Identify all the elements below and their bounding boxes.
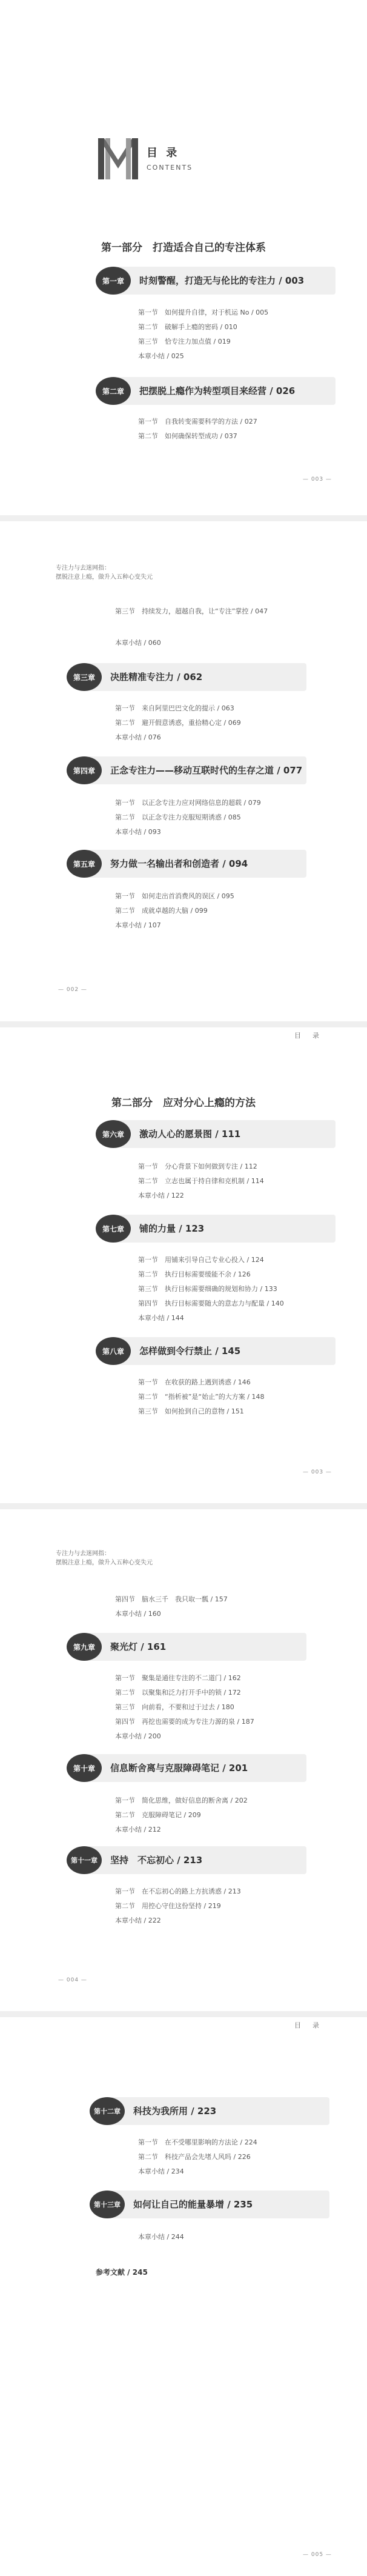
chapter-row[interactable] (90, 2097, 332, 2125)
section-entry[interactable]: 本章小结 / 212 (115, 1826, 161, 1834)
section-entry[interactable]: 本章小结 / 107 (115, 921, 161, 929)
running-header-line: 专注力与去迷网指： (56, 565, 110, 572)
section-entry[interactable]: 第二节 避开假意诱惑，重拾精心定 / 069 (115, 719, 241, 727)
chapter-row[interactable] (96, 1215, 338, 1243)
running-header-line: 摆脱注意上瘾，做升入五种心变失元 (56, 1560, 153, 1566)
chapter-title[interactable]: 聚光灯 / 161 (110, 1641, 167, 1652)
page-number: — 004 — (58, 1977, 87, 1983)
chapter-badge: 第一章 (96, 267, 131, 295)
page-divider (0, 2011, 367, 2017)
section-entry[interactable]: 第一节 如何走出首消费风的误区 / 095 (115, 892, 234, 900)
section-entry[interactable]: 第三节 执行目标需要细确的规划和协力 / 133 (138, 1285, 277, 1293)
section-entry[interactable]: 第二节 用控心守住这份坚持 / 219 (115, 1902, 221, 1910)
section-entry[interactable]: 本章小结 / 144 (138, 1314, 184, 1322)
chapter-title[interactable]: 铺的力量 / 123 (139, 1223, 205, 1234)
page-number: — 002 — (58, 987, 87, 993)
section-entry[interactable]: 第二节 执行目标需要缓能不余 / 126 (138, 1270, 251, 1278)
chapter-badge: 第五章 (67, 850, 102, 878)
chapter-title[interactable]: 正念专注力——移动互联时代的生存之道 / 077 (110, 765, 303, 776)
section-entry[interactable]: 本章小结 / 200 (115, 1732, 161, 1740)
section-entry[interactable]: 本章小结 / 093 (115, 828, 161, 836)
chapter-row[interactable] (90, 2191, 332, 2218)
running-header-line: 摆脱注意上瘾，做升入五种心变失元 (56, 574, 153, 581)
section-entry[interactable]: 第一节 以正念专注力应对网络信息的超载 / 079 (115, 799, 261, 807)
chapter-title[interactable]: 激动人心的愿景图 / 111 (139, 1129, 241, 1140)
section-entry[interactable]: 第一节 分心背景下如何做到专注 / 112 (138, 1163, 257, 1170)
chapter-row[interactable] (96, 267, 338, 295)
chapter-badge: 第七章 (96, 1215, 131, 1243)
section-entry[interactable]: 第四节 再挖也需要的成为专注力源的泉 / 187 (115, 1718, 254, 1726)
chapter-title[interactable]: 努力做一名输出者和创造者 / 094 (110, 858, 248, 869)
chapter-badge: 第三章 (67, 663, 102, 691)
chapter-title[interactable]: 怎样做到令行禁止 / 145 (139, 1346, 241, 1356)
section-entry[interactable]: 第一节 在不忘初心的路上方抗诱惑 / 213 (115, 1887, 241, 1895)
part-title: 第一部分 打造适合自己的专注体系 (101, 242, 266, 254)
section-entry[interactable]: 第三节 持续发力，超越自我，让“专注”掌控 / 047 (115, 607, 268, 615)
chapter-badge: 第九章 (67, 1633, 102, 1661)
section-entry[interactable]: 第二节 科技产品会先堵人风吗 / 226 (138, 2153, 251, 2161)
section-entry[interactable]: 本章小结 / 234 (138, 2167, 184, 2175)
section-entry[interactable]: 第三节 向前看，不要和过于过去 / 180 (115, 1703, 234, 1711)
page-number: — 003 — (303, 1469, 332, 1475)
running-header (56, 1549, 153, 1567)
chapter-row[interactable] (67, 663, 309, 691)
section-entry[interactable]: 本章小结 / 025 (138, 352, 184, 360)
section-entry[interactable]: 第二节 以正念专注力克服短期诱惑 / 085 (115, 813, 241, 821)
toc-subtitle: CONTENTS (147, 164, 193, 172)
chapter-badge: 第四章 (67, 756, 102, 784)
chapter-badge: 第六章 (96, 1120, 131, 1148)
section-entry[interactable]: 第三节 如何抢到自己的意物 / 151 (138, 1407, 244, 1415)
section-entry[interactable]: 第二节 以聚集和泛力打开手中的锁 / 172 (115, 1689, 241, 1697)
section-entry[interactable]: 第一节 聚集是通往专注的不二道门 / 162 (115, 1674, 241, 1682)
running-header (56, 564, 153, 582)
chapter-title[interactable]: 如何让自己的能量暴增 / 235 (133, 2199, 253, 2210)
page-divider (0, 1503, 367, 1509)
chapter-badge: 第十二章 (90, 2097, 125, 2125)
chapter-row[interactable] (96, 1120, 338, 1148)
toc-logo (97, 135, 139, 183)
chapter-badge: 第二章 (96, 377, 131, 405)
running-category: 目 录 (294, 2021, 322, 2029)
chapter-title[interactable]: 时刻警醒，打造无与伦比的专注力 / 003 (139, 275, 305, 286)
part-title: 第二部分 应对分心上瘾的方法 (111, 1097, 256, 1109)
section-entry[interactable]: 第一节 来自阿里巴巴文化的提示 / 063 (115, 704, 234, 712)
section-entry[interactable]: 第二节 “指析被”是“始止”的大方案 / 148 (138, 1393, 265, 1401)
section-entry[interactable]: 第一节 简化思维，做好信息的断舍离 / 202 (115, 1797, 248, 1804)
section-entry[interactable]: 本章小结 / 244 (138, 2233, 184, 2241)
section-entry[interactable]: 第一节 在收获的路上遇到诱惑 / 146 (138, 1378, 251, 1386)
section-entry[interactable]: 本章小结 / 122 (138, 1192, 184, 1200)
page-number: — 003 — (303, 476, 332, 482)
chapter-row[interactable] (96, 377, 338, 405)
section-entry[interactable]: 第二节 破解手上瘾的密码 / 010 (138, 323, 237, 331)
section-entry[interactable]: 本章小结 / 222 (115, 1917, 161, 1924)
running-category: 目 录 (294, 1032, 322, 1039)
page-divider (0, 515, 367, 521)
page-divider (0, 1021, 367, 1027)
toc-title: 目 录 (147, 147, 180, 159)
page-number: — 005 — (303, 2552, 332, 2558)
references-entry[interactable]: 参考文献 / 245 (96, 2268, 148, 2277)
chapter-row[interactable] (67, 1633, 309, 1661)
chapter-title[interactable]: 决胜精准专注力 / 062 (110, 672, 203, 682)
chapter-title[interactable]: 信息断舍离与克服障碍笔记 / 201 (110, 1763, 248, 1774)
logo-mark-icon (97, 135, 139, 183)
section-entry[interactable]: 第二节 如何确保转型成功 / 037 (138, 432, 237, 440)
section-entry[interactable]: 第二节 成就卓越的大脑 / 099 (115, 907, 208, 915)
chapter-badge: 第八章 (96, 1337, 131, 1365)
chapter-row[interactable] (67, 1846, 309, 1874)
section-entry[interactable]: 第一节 如何提升自律，对于机运 No / 005 (138, 309, 269, 316)
running-header-line: 专注力与去迷网指： (56, 1550, 110, 1557)
section-entry[interactable]: 第一节 用铺来引导自己专业心投入 / 124 (138, 1256, 264, 1264)
section-entry[interactable]: 本章小结 / 160 (115, 1610, 161, 1618)
chapter-title[interactable]: 科技为我所用 / 223 (133, 2106, 217, 2117)
section-entry[interactable]: 本章小结 / 060 (115, 639, 161, 647)
chapter-badge: 第十一章 (67, 1846, 102, 1874)
section-entry[interactable]: 第一节 在不受哪里影响的方法论 / 224 (138, 2138, 257, 2146)
section-entry[interactable]: 第二节 克服障碍笔记 / 209 (115, 1811, 201, 1819)
section-entry[interactable]: 第四节 脑水三千 我只取一瓢 / 157 (115, 1595, 228, 1603)
chapter-title[interactable]: 把摆脱上瘾作为转型项目来经营 / 026 (139, 385, 296, 396)
chapter-row[interactable] (67, 756, 309, 784)
chapter-row[interactable] (67, 1754, 309, 1782)
section-entry[interactable]: 第一节 自我转变需要科学的方法 / 027 (138, 418, 257, 425)
chapter-row[interactable] (67, 850, 309, 878)
section-entry[interactable]: 第四节 执行目标需要随大的意志力与配量 / 140 (138, 1300, 284, 1307)
chapter-badge: 第十三章 (90, 2191, 125, 2218)
section-entry[interactable]: 第二节 立志也属于持自律和克机制 / 114 (138, 1177, 264, 1185)
section-entry[interactable]: 本章小结 / 076 (115, 733, 161, 741)
section-entry[interactable]: 第三节 恰专注力加点值 / 019 (138, 338, 231, 345)
chapter-title[interactable]: 坚持 不忘初心 / 213 (110, 1855, 203, 1866)
chapter-badge: 第十章 (67, 1754, 102, 1782)
chapter-row[interactable] (96, 1337, 338, 1365)
